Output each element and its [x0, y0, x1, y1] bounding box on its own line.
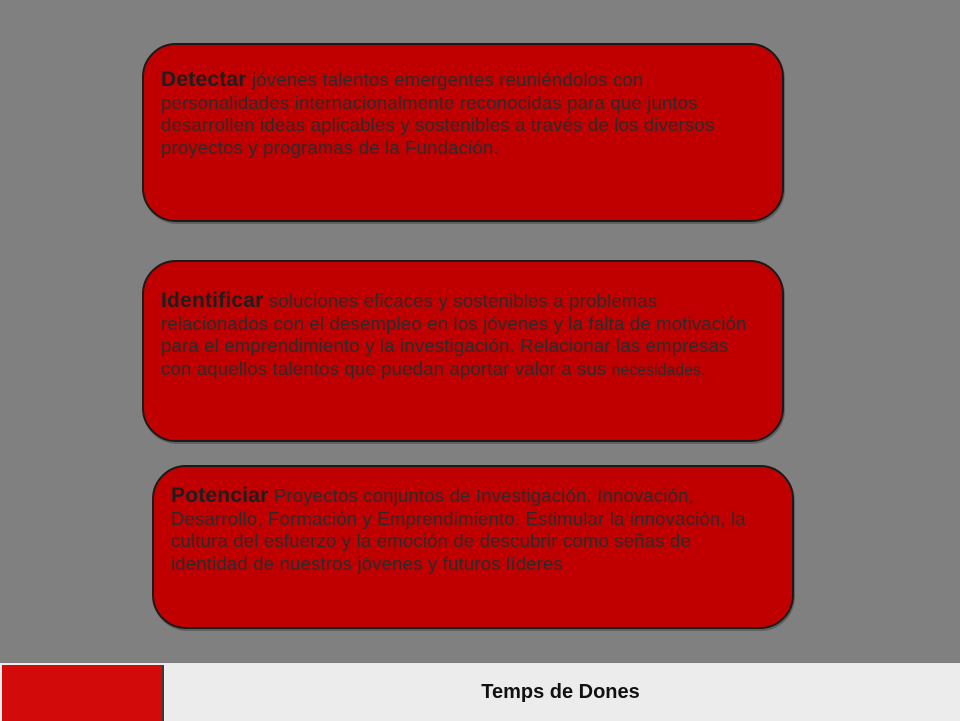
- card-heading: Detectar: [161, 68, 247, 91]
- identificar-card: [142, 260, 784, 442]
- footer-red-accent: [2, 665, 164, 721]
- footer-title: Temps de Dones: [481, 681, 640, 703]
- card-body-text: Proyectos conjuntos de Investigación, Innovación, Desarrollo, Formación y Emprendimiento. Estimular la innovación, la cultura del esfuerzo y la emoción de descubrir como señas de identidad de nuestros jóvenes y futuros líderes: [171, 485, 746, 574]
- detectar-card: [142, 43, 784, 222]
- card-body-text: soluciones eficaces y sostenibles a problemas relacionados con el desempleo en los jóvenes y la falta de motivación para el emprendimiento y la investigación. Relacionar las empresas con aquellos talentos que puedan aportar valor a sus: [161, 290, 747, 379]
- footer-bar: [0, 662, 960, 721]
- card-heading: Potenciar: [171, 484, 269, 507]
- card-body-tail: necesidades.: [611, 361, 706, 379]
- potenciar-card: [152, 465, 794, 629]
- card-body-text: jóvenes talentos emergentes reuniéndolos con personalidades internacionalmente reconocidas para que juntos desarrollen ideas aplicables y sostenibles a través de los diversos proyectos y programas de la Fundación.: [161, 69, 715, 158]
- card-heading: Identificar: [161, 289, 264, 312]
